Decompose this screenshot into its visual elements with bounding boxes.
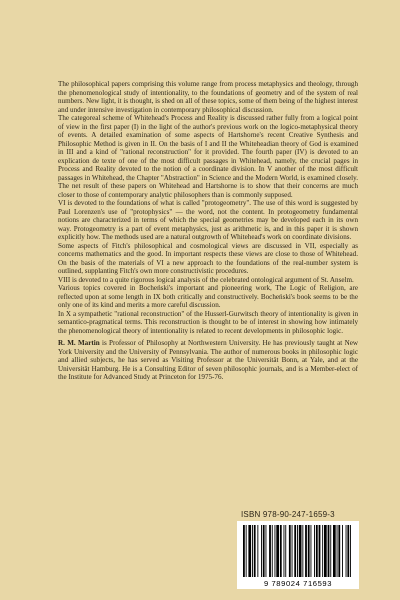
barcode-bar [252,525,253,577]
barcode-bar [311,525,312,577]
barcode-bar [322,525,323,577]
paragraph-fitch: Some aspects of Fitch's philosophical and cosmological views are discussed in VII, especially as concerns mathematics and the good. In important respects these views are close to those of Whitehead. On the basis of the materials of VI a new approach to the foundations of the real-number system is outlined, supplanting Fitch's own more constructivistic procedures. [58,241,358,275]
barcode-bar [280,525,282,577]
barcode-bar [294,525,296,577]
barcode-bar [305,525,307,577]
barcode-bar [337,525,338,577]
barcode-bar [269,525,271,577]
blurb-text [58,80,358,382]
paragraph-protogeometry: VI is devoted to the foundations of what is called "protogeometry". The use of this word is suggested by Paul Lorenzen's use of "protophysics" — the word, not the content. In protogeometry fundamental notions are characterized in terms of which the special geometries may be developed each in its own way. Protogeometry is a part of event metaphysics, just as arithmetic is, and in this paper it is shown explicitly how. The methods used are a natural outgrowth of Whitehead's work on coordinate divisions. [58,199,358,241]
paragraph-anselm: VIII is devoted to a quite rigorous logical analysis of the celebrated ontological argument of St. Anselm. [58,275,354,284]
barcode [237,521,359,589]
barcode-bar [246,525,247,577]
barcode-bar [248,525,251,577]
barcode-bar [261,525,262,577]
barcode-bar [266,525,267,577]
barcode-bar [297,525,298,577]
barcode-bar [342,525,343,577]
barcode-bar [243,525,245,577]
barcode-bar [333,525,336,577]
barcode-bar [284,525,285,577]
paragraph-whitehead-hartshorne: The categoreal scheme of Whitehead's Process and Reality is discussed rather fully from a logical point of view in the first paper (I) in the light of the author's previous work on the logico-metaphysical theory of events. A detailed examination of some aspects of Hartshorne's recent Creative Synthesis and Philosophic Method is given in II. On the basis of I and II the Whiteheadian theory of God is examined in III and a kind of "rational reconstruction" for it provided. The fourth paper (IV) is devoted to an explication de texte of one of the most difficult passages in Whitehead, namely, the crucial pages in Process and Reality devoted to the notion of a coordinate division. In V another of the most difficult passages in Whitehead, the Chapter "Abstraction" in Science and the Modern World, is examined closely. The net result of these papers on Whitehead and Hartshorne is to show that their concerns are much closer to those of contemporary analytic philosophers than is commonly supposed. [58,114,358,199]
author-name: R. M. Martin [58,339,100,347]
barcode-bar [302,525,303,577]
barcode-bars-icon [237,521,359,579]
barcode-bar [285,525,286,577]
paragraph-bochenski: Various topics covered in Bocheński's important and pioneering work, The Logic of Religion, are reflected upon at some length in IX both critically and constructively. Bocheński's book seems to be the only one of its kind and merits a more careful discussion. [58,284,358,309]
barcode-bar [330,525,331,577]
barcode-bar [292,525,293,577]
barcode-bar [299,525,302,577]
barcode-bar [289,525,291,577]
barcode-bar [338,525,340,577]
barcode-bar [275,525,276,577]
paragraph-intro: The philosophical papers comprising this volume range from process metaphysics and theology, through the phenomenological study of intentionality, to the foundations of geometry and of the system of real numbers. New light, it is thought, is shed on all of these topics, some of them being of the highest interest and under intensive investigation in contemporary philosophical discussion. [58,80,358,114]
barcode-digits: 9 789024 716593 [263,579,333,588]
barcode-bar [308,525,310,577]
barcode-bar [346,525,347,577]
barcode-bar [272,525,273,577]
barcode-bar [263,525,265,577]
isbn-text: ISBN 978-90-247-1659-3 [241,510,335,519]
barcode-bar [350,525,351,577]
paragraph-intentionality: In X a sympathetic "rational reconstruction" of the Husserl-Gurwitsch theory of intentionality is given in semantico-pragmatical terms. This reconstruction is thought to be of interest in showing how intimately the phenomenological theory of intentionality is related to recent developments in philosophic logic. [58,309,358,335]
barcode-bar [254,525,256,577]
barcode-bar [324,525,327,577]
barcode-bar [276,525,279,577]
author-bio-text: is Professor of Philosophy at Northwestern University. He has previously taught at New York University and the University of Pennsylvania. The author of numerous books in philosophic logic and allied subjects, he has served as Visiting Professor at the Universität Bonn, at Yale, and at the Universität Hamburg. He is a Consulting Editor of seven philosophic journals, and is a Member-elect of the Institute for Advanced Study at Princeton for 1975-76. [58,339,358,381]
barcode-bar [257,525,258,577]
barcode-bar [319,525,321,577]
barcode-bar [316,525,318,577]
barcode-bar [328,525,330,577]
barcode-bar [347,525,349,577]
author-bio [58,339,358,382]
barcode-bar [314,525,315,577]
